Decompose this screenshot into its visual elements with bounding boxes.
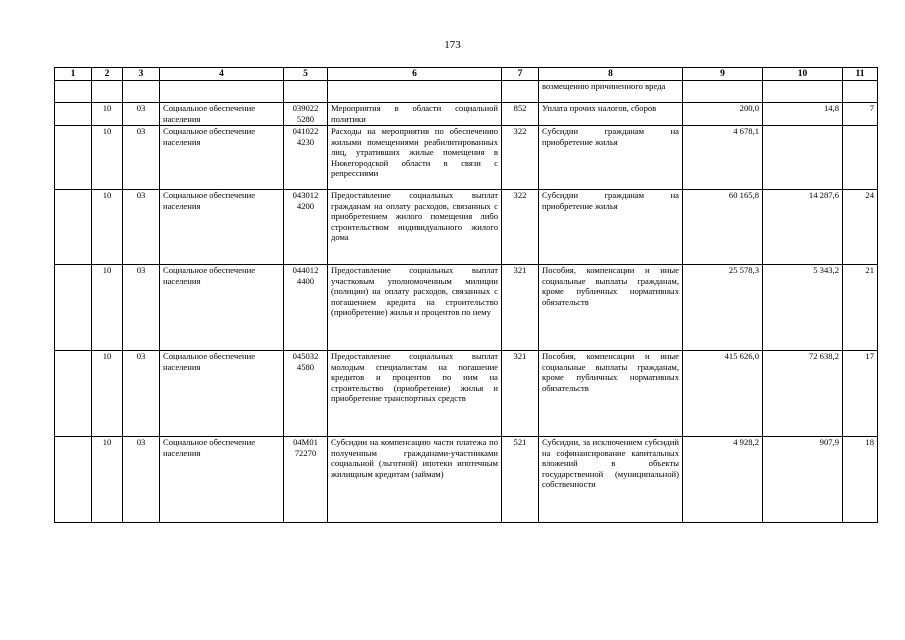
budget-table — [54, 67, 878, 523]
cell-target-name — [328, 81, 502, 103]
cell-subsection: 03 — [123, 103, 160, 126]
cell-target-name: Предоставление социальных выплат гражданам на оплату расходов, связанных с приобретением жилого помещения либо строительством индивидуального жилого дома — [328, 190, 502, 265]
header-cell: 10 — [763, 68, 843, 81]
cell-section: 10 — [92, 103, 123, 126]
cell-section-name: Социальное обеспечение населения — [160, 126, 284, 190]
cell-expense-type-name: Пособия, компенсации и иные социальные выплаты гражданам, кроме публичных нормативных обязательств — [539, 351, 683, 437]
header-cell: 3 — [123, 68, 160, 81]
cell-expense-type-code: 321 — [502, 265, 539, 351]
cell-col1 — [55, 81, 92, 103]
cell-section: 10 — [92, 190, 123, 265]
header-cell: 5 — [284, 68, 328, 81]
cell-amount-planned: 200,0 — [683, 103, 763, 126]
cell-subsection: 03 — [123, 437, 160, 523]
cell-col1 — [55, 190, 92, 265]
cell-subsection: 03 — [123, 351, 160, 437]
cell-subsection: 03 — [123, 126, 160, 190]
cell-expense-type-name: Субсидии, за исключением субсидий на софинансирование капитальных вложений в объекты государственной (муниципальной) собственности — [539, 437, 683, 523]
cell-amount-planned — [683, 81, 763, 103]
cell-target-code — [284, 81, 328, 103]
cell-target-code: 04М01 72270 — [284, 437, 328, 523]
cell-expense-type-code: 852 — [502, 103, 539, 126]
cell-col1 — [55, 351, 92, 437]
cell-amount-executed: 907,9 — [763, 437, 843, 523]
cell-percent: 7 — [843, 103, 878, 126]
header-cell: 1 — [55, 68, 92, 81]
cell-expense-type-code: 322 — [502, 126, 539, 190]
cell-expense-type-name: Пособия, компенсации и иные социальные выплаты гражданам, кроме публичных нормативных обязательств — [539, 265, 683, 351]
table-row — [55, 351, 878, 437]
cell-percent — [843, 81, 878, 103]
cell-expense-type-name: Уплата прочих налогов, сборов — [539, 103, 683, 126]
cell-amount-executed — [763, 126, 843, 190]
header-cell: 2 — [92, 68, 123, 81]
cell-amount-executed: 14,8 — [763, 103, 843, 126]
cell-target-name: Мероприятия в области социальной политики — [328, 103, 502, 126]
cell-amount-planned: 25 578,3 — [683, 265, 763, 351]
cell-expense-type-name: Субсидии гражданам на приобретение жилья — [539, 190, 683, 265]
cell-target-code: 043012 4200 — [284, 190, 328, 265]
page-number: 173 — [444, 39, 461, 51]
cell-percent: 24 — [843, 190, 878, 265]
cell-target-code: 039022 5280 — [284, 103, 328, 126]
header-cell: 6 — [328, 68, 502, 81]
cell-expense-type-name: возмещению причиненного вреда — [539, 81, 683, 103]
cell-target-name: Предоставление социальных выплат участковым уполномоченным милиции (полиции) на оплату расходов, связанных с погашением кредита на строительство (приобретение) жилья и процентов по нему — [328, 265, 502, 351]
cell-subsection — [123, 81, 160, 103]
cell-amount-executed: 5 343,2 — [763, 265, 843, 351]
cell-amount-executed: 14 287,6 — [763, 190, 843, 265]
cell-section-name: Социальное обеспечение населения — [160, 190, 284, 265]
cell-expense-type-code: 521 — [502, 437, 539, 523]
cell-section-name: Социальное обеспечение населения — [160, 265, 284, 351]
cell-col1 — [55, 265, 92, 351]
cell-expense-type-code: 322 — [502, 190, 539, 265]
header-cell: 4 — [160, 68, 284, 81]
cell-section-name: Социальное обеспечение населения — [160, 351, 284, 437]
cell-percent: 17 — [843, 351, 878, 437]
cell-target-code: 045032 4580 — [284, 351, 328, 437]
cell-amount-executed: 72 638,2 — [763, 351, 843, 437]
cell-section-name: Социальное обеспечение населения — [160, 103, 284, 126]
cell-target-code: 041022 4230 — [284, 126, 328, 190]
cell-target-name: Расходы на мероприятия по обеспечению жилыми помещениями реабилитированных лиц, утративших жилые помещения в Нижегородской области в связи с репрессиями — [328, 126, 502, 190]
cell-section: 10 — [92, 126, 123, 190]
header-cell: 7 — [502, 68, 539, 81]
cell-section-name — [160, 81, 284, 103]
table-header-row — [55, 68, 878, 81]
cell-amount-executed — [763, 81, 843, 103]
cell-section: 10 — [92, 437, 123, 523]
cell-expense-type-code — [502, 81, 539, 103]
cell-amount-planned: 415 626,0 — [683, 351, 763, 437]
cell-target-code: 044012 4400 — [284, 265, 328, 351]
cell-amount-planned: 4 678,1 — [683, 126, 763, 190]
cell-subsection: 03 — [123, 265, 160, 351]
cell-expense-type-name: Субсидии гражданам на приобретение жилья — [539, 126, 683, 190]
cell-target-name: Субсидии на компенсацию части платежа по полученным гражданами-участниками социальной (льготной) ипотеки ипотечным жилищным кредитам (займам) — [328, 437, 502, 523]
table-row — [55, 81, 878, 103]
cell-section-name: Социальное обеспечение населения — [160, 437, 284, 523]
table-row — [55, 126, 878, 190]
cell-percent: 18 — [843, 437, 878, 523]
table-row — [55, 103, 878, 126]
cell-section — [92, 81, 123, 103]
cell-section: 10 — [92, 351, 123, 437]
cell-amount-planned: 4 928,2 — [683, 437, 763, 523]
header-cell: 9 — [683, 68, 763, 81]
table-row — [55, 190, 878, 265]
cell-col1 — [55, 126, 92, 190]
cell-subsection: 03 — [123, 190, 160, 265]
table-row — [55, 437, 878, 523]
cell-target-name: Предоставление социальных выплат молодым специалистам на погашение кредитов и процентов по ним на строительство (приобретение) жилья и приобретение транспортных средств — [328, 351, 502, 437]
cell-percent — [843, 126, 878, 190]
cell-amount-planned: 60 165,8 — [683, 190, 763, 265]
table-row — [55, 265, 878, 351]
cell-col1 — [55, 437, 92, 523]
cell-expense-type-code: 321 — [502, 351, 539, 437]
cell-percent: 21 — [843, 265, 878, 351]
header-cell: 8 — [539, 68, 683, 81]
cell-col1 — [55, 103, 92, 126]
cell-section: 10 — [92, 265, 123, 351]
header-cell: 11 — [843, 68, 878, 81]
